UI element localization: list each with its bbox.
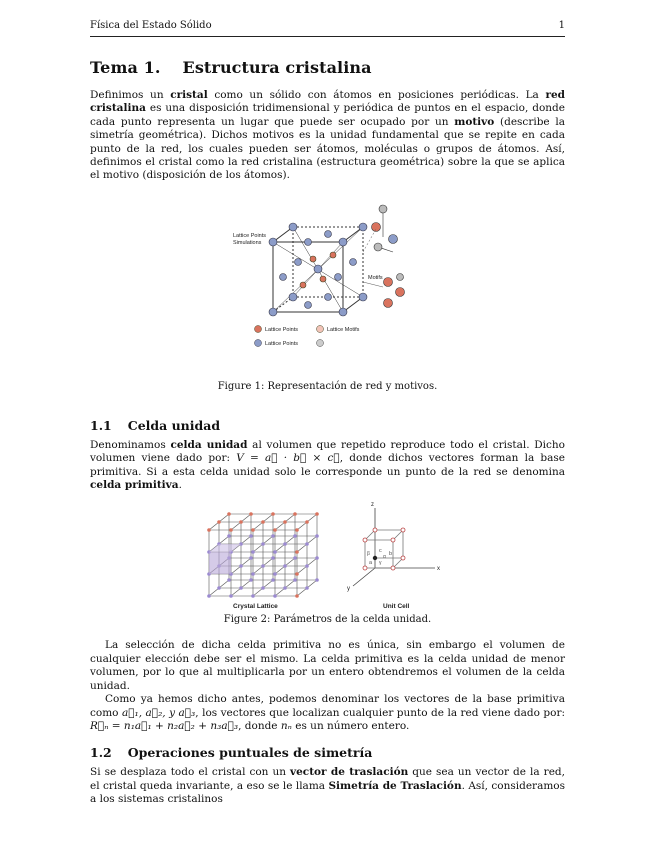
formula-volume: V = a⃗ · b⃗ × c⃗ bbox=[236, 452, 340, 465]
angle-alpha: α bbox=[382, 554, 386, 561]
vector-c: c bbox=[378, 548, 382, 555]
lattice-point bbox=[207, 595, 211, 599]
lattice-point bbox=[315, 557, 319, 561]
axis-y: y bbox=[346, 586, 350, 593]
lattice-point bbox=[283, 565, 287, 569]
lattice-point bbox=[295, 595, 299, 599]
lattice-point bbox=[227, 513, 231, 517]
lattice-edge bbox=[307, 514, 317, 522]
lattice-edge bbox=[307, 558, 317, 566]
lattice-point bbox=[295, 551, 299, 555]
paragraph-primitive-vectors bbox=[90, 693, 565, 733]
page-body bbox=[90, 58, 565, 807]
section-1-1-paragraph bbox=[90, 439, 565, 493]
lattice-edge bbox=[307, 536, 317, 544]
lattice-point bbox=[271, 535, 275, 539]
lattice-point bbox=[273, 595, 277, 599]
lattice-edge bbox=[219, 580, 229, 588]
lattice-point bbox=[229, 595, 233, 599]
formula-n: nₙ bbox=[280, 719, 292, 732]
p3-text-3: , donde bbox=[238, 719, 281, 732]
lattice-point bbox=[305, 521, 309, 525]
lattice-point bbox=[315, 535, 319, 539]
lattice-edge bbox=[285, 514, 295, 522]
page-number: 1 bbox=[558, 20, 565, 31]
lattice-edge bbox=[297, 588, 307, 596]
s12-text-1: Si se desplaza todo el cristal con un bbox=[90, 766, 291, 779]
lattice-point bbox=[227, 535, 231, 539]
section-1-2-number: 1.2 bbox=[90, 745, 112, 761]
lattice-edge bbox=[275, 566, 285, 574]
lattice-edge bbox=[297, 522, 307, 530]
legend-label-2: Lattice Motifs bbox=[326, 326, 359, 333]
lattice-point bbox=[305, 565, 309, 569]
header-title: Física del Estado Sólido bbox=[90, 20, 212, 31]
lattice-edge bbox=[275, 544, 285, 552]
s12-text-2: que sea un vector de la red, el cristal queda invariante, a eso se le llama bbox=[90, 766, 565, 792]
lattice-edge bbox=[231, 522, 241, 530]
chapter-title: Estructura cristalina bbox=[182, 58, 372, 77]
lattice-point bbox=[271, 579, 275, 583]
lattice-point bbox=[273, 551, 277, 555]
lattice-point bbox=[283, 543, 287, 547]
section-1-2-paragraph bbox=[90, 766, 565, 806]
chapter-number: Tema 1. bbox=[90, 58, 161, 77]
formula-base-vectors: a⃗₁, a⃗₂, y a⃗₃ bbox=[121, 706, 196, 719]
lattice-edge bbox=[275, 588, 285, 596]
lattice-edge bbox=[285, 558, 295, 566]
lattice-point bbox=[315, 513, 319, 517]
section-1-2-title: Operaciones puntuales de simetría bbox=[127, 745, 373, 761]
s11-text-4: . bbox=[178, 479, 182, 492]
lattice-edge bbox=[241, 514, 251, 522]
figure-2 bbox=[90, 500, 565, 612]
lattice-point bbox=[239, 587, 243, 591]
lattice-edge bbox=[307, 580, 317, 588]
lattice-point bbox=[293, 557, 297, 561]
lattice-point bbox=[283, 521, 287, 525]
lattice-edge bbox=[263, 558, 273, 566]
lattice-edge bbox=[209, 522, 219, 530]
lattice-point bbox=[271, 557, 275, 561]
paragraph-primitive-cell: La selección de dicha celda primitiva no es única, sin embargo el volumen de cualquier elección debe ser el mismo. La celda primitiva es la celda unidad de menor volumen, por lo que al multiplicarla por un entero obtendremos el volumen de la celda unidad. bbox=[90, 639, 565, 692]
lattice-edge bbox=[241, 580, 251, 588]
lattice-point bbox=[273, 573, 277, 577]
lattice-point bbox=[251, 595, 255, 599]
lattice-point bbox=[295, 529, 299, 533]
section-1-1-heading bbox=[90, 418, 565, 433]
s11-text-1: Denominamos bbox=[90, 438, 171, 451]
lattice-point bbox=[251, 573, 255, 577]
lattice-edge bbox=[253, 588, 263, 596]
intro-text-3: es una disposición tridimensional y periódica de puntos en el espacio, donde cada punto representa un lugar que puede ser ocupado por un bbox=[90, 102, 565, 128]
lattice-edge bbox=[297, 544, 307, 552]
lattice-point bbox=[249, 557, 253, 561]
lattice-point bbox=[249, 579, 253, 583]
lattice-point bbox=[227, 579, 231, 583]
chapter-heading bbox=[90, 58, 565, 77]
lattice-point bbox=[261, 565, 265, 569]
lattice-edge bbox=[297, 566, 307, 574]
label-lattice-points: Lattice Points bbox=[232, 232, 266, 239]
lattice-point bbox=[283, 587, 287, 591]
s11-text-2: al volumen que repetido reproduce todo el cristal. Dicho volumen viene dado por: bbox=[90, 438, 565, 465]
lattice-point bbox=[293, 579, 297, 583]
p3-text-2: , los vectores que localizan cualquier punto de la red viene dado por: bbox=[195, 706, 565, 719]
s11-text-3: , donde dichos vectores forman la base primitiva. Si a esta celda unidad solo le corresponde un punto de la red se denomina bbox=[90, 452, 566, 478]
axis-z: z bbox=[370, 502, 374, 509]
lattice-point bbox=[217, 521, 221, 525]
term-celda-primitiva: celda primitiva bbox=[90, 479, 179, 492]
lattice-point bbox=[261, 543, 265, 547]
lattice-point bbox=[305, 543, 309, 547]
lattice-motif-illustration bbox=[228, 197, 428, 372]
lattice-edge bbox=[241, 536, 251, 544]
label-motifs: Motifs bbox=[367, 274, 383, 281]
vector-a: a bbox=[368, 560, 372, 567]
intro-text-2: como un sólido con átomos en posiciones periódicas. La bbox=[207, 89, 546, 101]
lattice-point bbox=[293, 513, 297, 517]
lattice-edge bbox=[263, 514, 273, 522]
lattice-edge bbox=[253, 566, 263, 574]
lattice-point bbox=[207, 529, 211, 533]
legend-label-1: Lattice Points bbox=[264, 326, 298, 333]
formula-lattice-vector: R⃗ₙ = n₁a⃗₁ + n₂a⃗₂ + n₃a⃗₃ bbox=[90, 719, 239, 732]
figure-2-caption: Figure 2: Parámetros de la celda unidad. bbox=[223, 614, 432, 626]
lattice-point bbox=[271, 513, 275, 517]
lattice-point bbox=[273, 529, 277, 533]
lattice-edge bbox=[285, 536, 295, 544]
lattice-edge bbox=[253, 522, 263, 530]
p3-text-1: Como ya hemos dicho antes, podemos denominar los vectores de la base primitiva como bbox=[90, 693, 565, 719]
lattice-point bbox=[239, 521, 243, 525]
lattice-point bbox=[239, 565, 243, 569]
lattice-point bbox=[293, 535, 297, 539]
vector-b: b bbox=[388, 551, 392, 558]
angle-beta: β bbox=[366, 551, 370, 558]
lattice-edge bbox=[231, 566, 241, 574]
section-1-2-heading bbox=[90, 745, 565, 760]
lattice-edge bbox=[219, 536, 229, 544]
axis-x: x bbox=[436, 566, 440, 573]
lattice-point bbox=[315, 579, 319, 583]
term-motivo: motivo bbox=[454, 115, 495, 128]
figure-1-caption: Figure 1: Representación de red y motivos. bbox=[217, 380, 438, 392]
lattice-edge bbox=[275, 522, 285, 530]
section-1-1-title: Celda unidad bbox=[127, 417, 221, 433]
angle-gamma: γ bbox=[378, 560, 381, 567]
intro-text-1: Definimos un bbox=[90, 89, 171, 101]
lattice-point bbox=[295, 573, 299, 577]
label-crystal-lattice: Crystal Lattice bbox=[232, 603, 278, 611]
section-1-1-number: 1.1 bbox=[90, 417, 112, 433]
term-simetria-traslacion: Simetría de Traslación bbox=[328, 779, 462, 792]
lattice-edge bbox=[263, 536, 273, 544]
p3-text-4: es un número entero. bbox=[291, 719, 410, 732]
lattice-point bbox=[261, 587, 265, 591]
lattice-point bbox=[229, 529, 233, 533]
crystal-lattice-unit-cell-illustration bbox=[203, 500, 453, 612]
lattice-point bbox=[305, 587, 309, 591]
lattice-edge bbox=[253, 544, 263, 552]
intro-text-4: (describe la simetría geométrica). Dichos motivos es la unidad fundamental que se repite en cada punto de la red, los cuales pueden ser átomos, moléculas o grupos de átomos. Así, definimos el cristal como la red cristalina (estructura geométrica) sobre la que se aplica el motivo (disposición de los átomos). bbox=[90, 115, 565, 182]
term-vector-traslacion: vector de traslación bbox=[290, 766, 409, 779]
lattice-edge bbox=[241, 558, 251, 566]
figure-1 bbox=[90, 197, 565, 377]
running-header bbox=[90, 20, 565, 37]
lattice-edge bbox=[219, 514, 229, 522]
label-unit-cell: Unit Cell bbox=[382, 603, 409, 611]
term-celda-unidad: celda unidad bbox=[170, 438, 248, 451]
lattice-point bbox=[249, 535, 253, 539]
s12-text-3: . Así, consideramos a los sistemas cristalinos bbox=[90, 779, 565, 806]
intro-paragraph bbox=[90, 89, 565, 183]
lattice-edge bbox=[285, 580, 295, 588]
lattice-edge bbox=[231, 588, 241, 596]
lattice-edge bbox=[263, 580, 273, 588]
term-red-cristalina: red cristalina bbox=[90, 89, 565, 115]
label-simulations: Simulations bbox=[232, 239, 261, 246]
term-cristal: cristal bbox=[170, 89, 208, 101]
legend-label-3: Lattice Points bbox=[264, 340, 298, 347]
lattice-point bbox=[251, 529, 255, 533]
lattice-point bbox=[251, 551, 255, 555]
lattice-point bbox=[249, 513, 253, 517]
lattice-point bbox=[261, 521, 265, 525]
lattice-edge bbox=[209, 588, 219, 596]
lattice-point bbox=[217, 587, 221, 591]
